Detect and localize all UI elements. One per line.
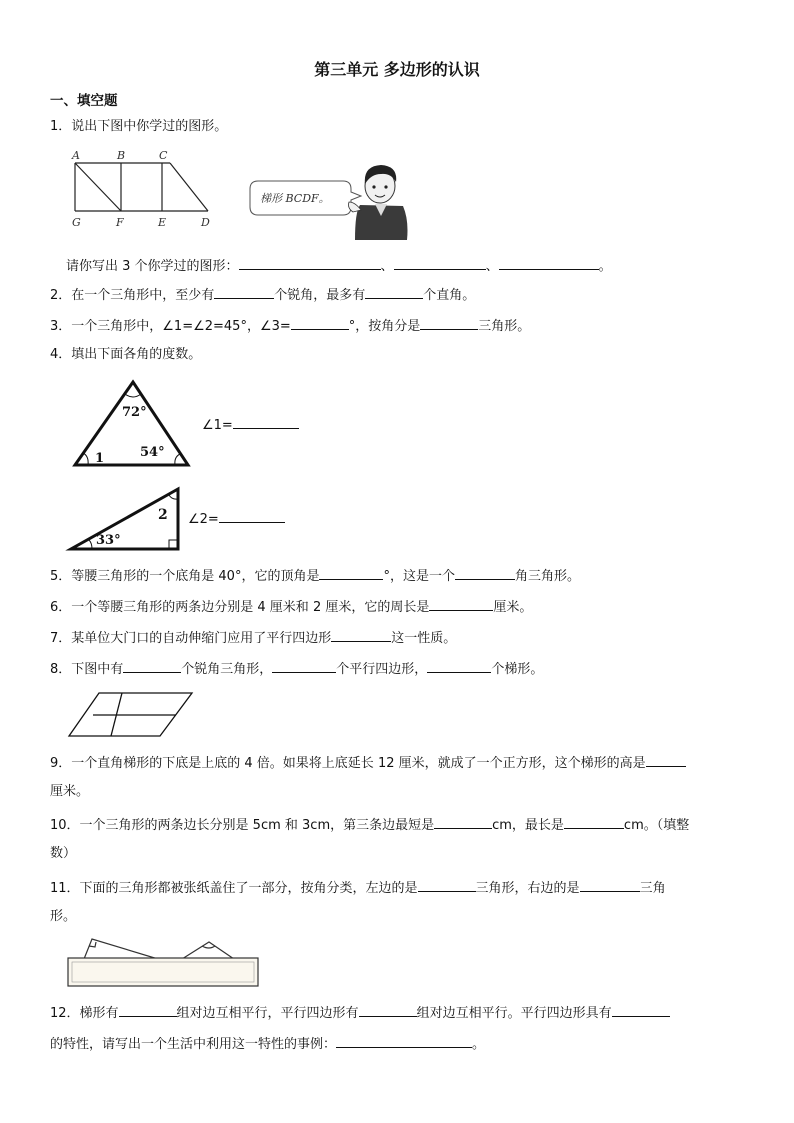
question-11-cont: 形。 (50, 909, 77, 924)
question-10 (50, 815, 689, 834)
page-title: 第三单元 多边形的认识 (314, 60, 480, 79)
q4-triangle-2 (68, 486, 183, 552)
q5-text-c: 角三角形。 (514, 569, 580, 584)
q6-text-a: 6．一个等腰三角形的两条边分别是 4 厘米和 2 厘米，它的周长是 (50, 600, 430, 615)
question-4: 4．填出下面各角的度数。 (50, 347, 202, 362)
boy-illustration (345, 160, 420, 240)
q5-text-b: °，这是一个 (383, 569, 455, 584)
q12-text-a: 12．梯形有 (50, 1006, 119, 1021)
answer-blank[interactable] (214, 285, 274, 299)
answer-blank[interactable] (336, 1034, 472, 1048)
answer-blank[interactable] (612, 1003, 670, 1017)
answer-blank[interactable] (119, 1003, 177, 1017)
answer-blank[interactable] (239, 256, 381, 270)
end-mark: 。 (598, 259, 612, 274)
q12-text-c: 组对边互相平行。平行四边形具有 (416, 1006, 612, 1021)
label-e: E (158, 216, 167, 229)
answer-blank[interactable] (580, 878, 640, 892)
question-12 (50, 1003, 670, 1022)
answer-blank[interactable] (365, 285, 423, 299)
answer-blank[interactable] (427, 659, 491, 673)
label-f: F (116, 216, 124, 229)
q9-text-a: 9．一个直角梯形的下底是上底的 4 倍。如果将上底延长 12 厘米，就成了一个正方形，这个梯形的高是 (50, 756, 646, 771)
q11-text-b: 三角形，右边的是 (475, 881, 580, 896)
q8-text-a: 8．下图中有 (50, 662, 124, 677)
q3-text-b: °，按角分是 (348, 319, 421, 334)
answer-blank[interactable] (394, 256, 486, 270)
angle-1-prompt: ∠1= (202, 418, 233, 433)
q4-answer-2 (188, 509, 285, 528)
question-2 (50, 285, 475, 304)
answer-blank[interactable] (429, 597, 493, 611)
q7-text-a: 7．某单位大门口的自动伸缩门应用了平行四边形 (50, 631, 332, 646)
question-3 (50, 316, 530, 335)
label-b: B (117, 149, 126, 162)
angle-33-label: 33° (96, 533, 121, 548)
q2-text-b: 个锐角，最多有 (274, 288, 366, 303)
answer-blank[interactable] (291, 316, 349, 330)
q1-prompt: 请你写出 3 个你学过的图形： (66, 259, 239, 274)
question-7 (50, 628, 456, 647)
q11-covered-triangles (62, 933, 262, 993)
question-8 (50, 659, 543, 678)
answer-blank[interactable] (418, 878, 476, 892)
answer-blank[interactable] (499, 256, 599, 270)
label-g: G (72, 216, 81, 229)
question-11 (50, 878, 666, 897)
answer-blank[interactable] (434, 815, 492, 829)
q10-text-b: cm，最长是 (492, 818, 564, 833)
q1-figure (60, 148, 230, 233)
answer-blank[interactable] (359, 1003, 417, 1017)
q2-text-c: 个直角。 (423, 288, 476, 303)
q8-text-c: 个平行四边形， (336, 662, 428, 677)
question-12-cont (50, 1034, 485, 1053)
q4-triangle-1 (70, 376, 195, 471)
angle-2-prompt: ∠2= (188, 512, 219, 527)
q7-text-b: 这一性质。 (391, 631, 457, 646)
answer-blank[interactable] (123, 659, 181, 673)
label-d: D (201, 216, 210, 229)
separator: 、 (485, 259, 499, 274)
question-9 (50, 753, 686, 772)
separator: 、 (380, 259, 394, 274)
q12-text-b: 组对边互相平行，平行四边形有 (176, 1006, 359, 1021)
answer-blank[interactable] (319, 566, 383, 580)
answer-blank[interactable] (331, 628, 391, 642)
bubble-text: 梯形 BCDF。 (260, 192, 330, 205)
answer-blank[interactable] (233, 415, 299, 429)
q8-text-b: 个锐角三角形， (181, 662, 273, 677)
label-a: A (72, 149, 80, 162)
q3-text-c: 三角形。 (478, 319, 531, 334)
section-heading: 一、填空题 (50, 93, 118, 109)
answer-blank[interactable] (219, 509, 285, 523)
question-10-cont: 数） (50, 846, 77, 861)
angle-1-label: 1 (95, 451, 105, 466)
q3-text-a: 3．一个三角形中，∠1=∠2=45°，∠3= (50, 319, 291, 334)
q10-text-a: 10．一个三角形的两条边长分别是 5cm 和 3cm，第三条边最短是 (50, 818, 435, 833)
question-5 (50, 566, 580, 585)
question-6 (50, 597, 532, 616)
q12-text-d: 的特性，请写出一个生活中利用这一特性的事例： (50, 1037, 337, 1052)
q5-text-a: 5．等腰三角形的一个底角是 40°，它的顶角是 (50, 569, 320, 584)
q12-text-e: 。 (472, 1037, 486, 1052)
q6-text-b: 厘米。 (493, 600, 533, 615)
q8-text-d: 个梯形。 (491, 662, 544, 677)
question-1: 1．说出下图中你学过的图形。 (50, 119, 228, 134)
q4-answer-1 (202, 415, 299, 434)
answer-blank[interactable] (564, 815, 624, 829)
q10-text-c: cm。（填整 (623, 818, 690, 833)
answer-blank[interactable] (420, 316, 478, 330)
q11-text-a: 11．下面的三角形都被张纸盖住了一部分，按角分类，左边的是 (50, 881, 418, 896)
q2-text-a: 2．在一个三角形中，至少有 (50, 288, 215, 303)
angle-54-label: 54° (140, 445, 165, 460)
answer-blank[interactable] (646, 753, 686, 767)
answer-blank[interactable] (272, 659, 336, 673)
label-c: C (159, 149, 168, 162)
question-9-cont: 厘米。 (50, 784, 90, 799)
q11-text-c: 三角 (639, 881, 666, 896)
angle-2-label: 2 (158, 507, 168, 523)
q8-parallelogram-figure (66, 690, 196, 740)
q1-prompt-line (66, 256, 612, 275)
angle-72-label: 72° (122, 405, 147, 420)
answer-blank[interactable] (455, 566, 515, 580)
